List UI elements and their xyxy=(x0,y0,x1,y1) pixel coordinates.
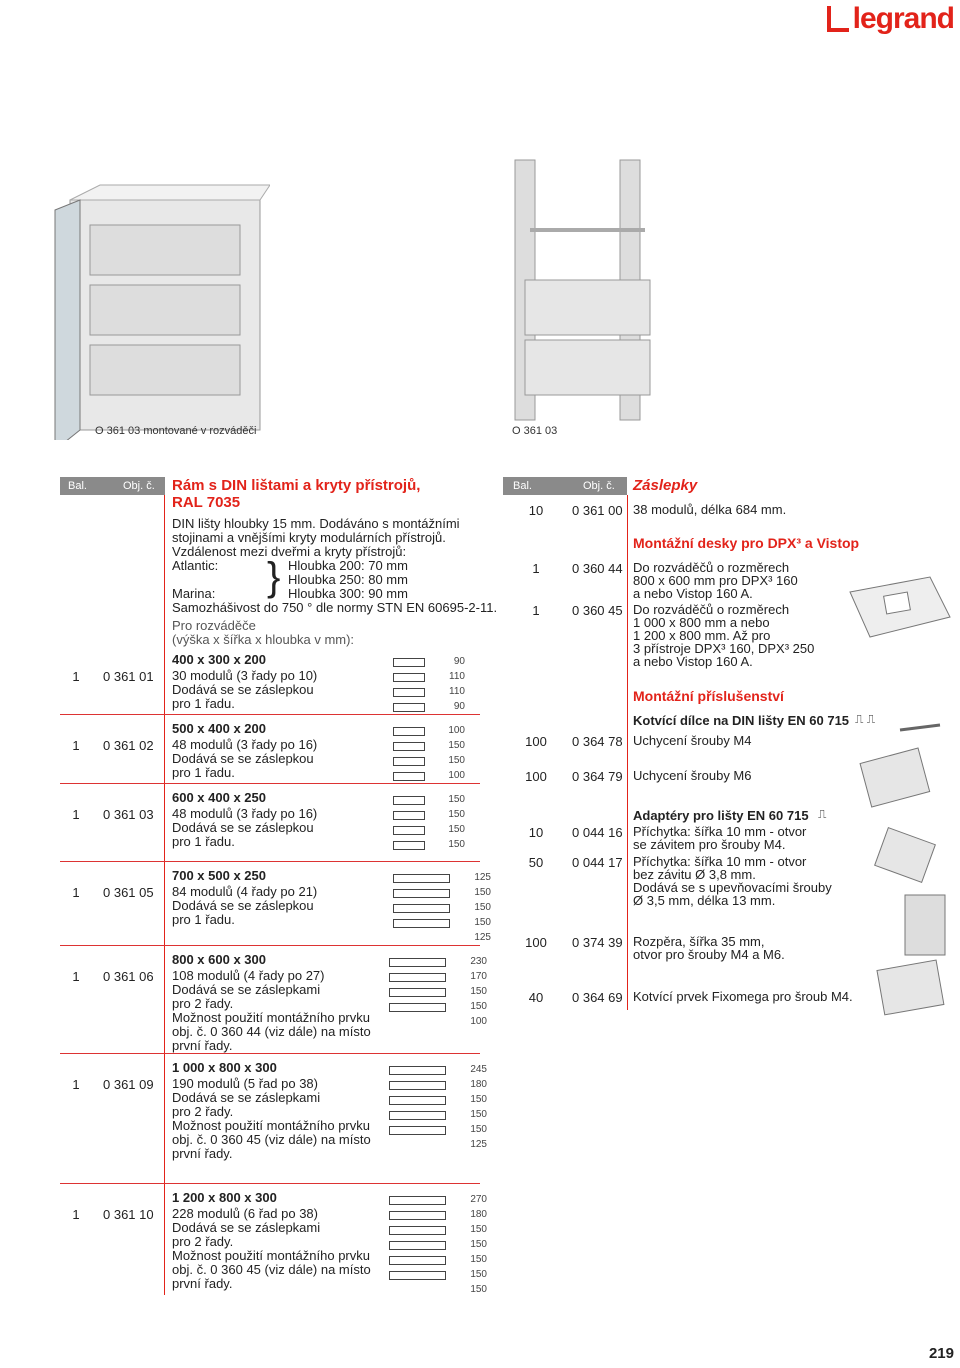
module-row-diagram xyxy=(393,796,425,805)
dimension-label: 110 xyxy=(449,671,465,682)
item-size: 700 x 500 x 250 xyxy=(172,868,266,883)
row-ref: 0 044 17 xyxy=(572,855,623,870)
right-photo-caption: O 361 03 xyxy=(512,425,558,437)
module-row-diagram xyxy=(389,1081,446,1090)
brace-icon: } xyxy=(267,555,281,599)
row-desc-line: Do rozváděčů o rozměrech xyxy=(633,560,790,575)
row-bal: 100 xyxy=(525,769,547,784)
module-row-diagram xyxy=(393,742,425,751)
dimension-label: 150 xyxy=(470,1284,487,1295)
item-desc-line: 30 modulů (3 řady po 10) xyxy=(172,668,318,683)
module-row-diagram xyxy=(393,673,425,682)
header-obj-right: Obj. č. xyxy=(583,480,615,492)
row-bal: 50 xyxy=(528,855,544,870)
module-row-diagram xyxy=(389,1226,446,1235)
cabinet-photo xyxy=(40,180,270,440)
intro-text: DIN lišty hloubky 15 mm. Dodáváno s montážními stojinami a vnějšími kryty modulárních přístrojů. Vzdálenost mezi dveřmi a kryty přístrojů: Atlantic: Marina: } Hloubka 200: 70 mm Hloubka 250: 80 mm Hloubka 300: 90 mm Samozhášivost do 750 ° dle normy STN EN 60695-2-11. Pro rozváděče (výška x šířka x hloubka v mm): xyxy=(172,516,498,647)
item-desc-line: Dodává se se záslepkou xyxy=(172,751,314,766)
row-desc-line: bez závitu Ø 3,8 mm. xyxy=(633,867,756,882)
dimension-label: 245 xyxy=(470,1064,487,1075)
dimension-label: 150 xyxy=(470,986,487,997)
item-desc-line: 228 modulů (6 řad po 38) xyxy=(172,1206,318,1221)
item-desc-line: Dodává se se záslepkami xyxy=(172,1090,321,1105)
dimension-label: 125 xyxy=(474,932,491,943)
legrand-mark-icon xyxy=(827,6,849,32)
dimension-label: 150 xyxy=(448,839,465,850)
right-header-bar xyxy=(503,477,627,495)
row-desc-line: a nebo Vistop 160 A. xyxy=(633,654,753,669)
dimension-label: 180 xyxy=(470,1079,487,1090)
dimension-label: 150 xyxy=(470,1094,487,1105)
item-desc-line: 84 modulů (4 řady po 21) xyxy=(172,884,318,899)
module-row-diagram xyxy=(393,757,425,766)
module-row-diagram xyxy=(393,772,425,781)
item-size: 500 x 400 x 200 xyxy=(172,721,266,736)
module-row-diagram xyxy=(393,658,425,667)
dimension-label: 150 xyxy=(448,794,465,805)
item-ref: 0 361 02 xyxy=(103,738,154,753)
module-row-diagram xyxy=(389,1211,446,1220)
adapter-parts-image xyxy=(850,825,950,1020)
item-separator xyxy=(60,783,480,784)
desky-title: Montážní desky pro DPX³ a Vistop xyxy=(633,535,860,551)
module-row-diagram xyxy=(389,1256,446,1265)
module-row-diagram xyxy=(389,988,446,997)
item-separator xyxy=(60,945,480,946)
module-row-diagram xyxy=(389,973,446,982)
module-row-diagram xyxy=(393,703,425,712)
dimension-label: 100 xyxy=(448,725,465,736)
item-ref: 0 361 05 xyxy=(103,885,154,900)
item-desc-line: 48 modulů (3 řady po 16) xyxy=(172,806,318,821)
row-desc-line: a nebo Vistop 160 A. xyxy=(633,586,753,601)
row-ref: 0 364 78 xyxy=(572,734,623,749)
module-row-diagram xyxy=(393,904,450,913)
item-separator xyxy=(60,861,480,862)
item-desc-line: první řady. xyxy=(172,1038,233,1053)
fixing-parts-image xyxy=(850,700,950,815)
dimension-label: 150 xyxy=(470,1239,487,1250)
row-bal: 100 xyxy=(525,935,547,950)
din-rail-symbol-icon-2: ⎍ xyxy=(818,807,827,821)
module-row-diagram xyxy=(393,874,450,883)
dimension-label: 150 xyxy=(474,917,491,928)
dimension-label: 180 xyxy=(470,1209,487,1220)
row-bal: 1 xyxy=(532,561,540,576)
dimension-label: 150 xyxy=(470,1124,487,1135)
right-section-title: Záslepky xyxy=(633,477,698,494)
dimension-label: 90 xyxy=(453,701,465,712)
zaslepky-bal: 10 xyxy=(528,503,544,518)
item-desc-line: první řady. xyxy=(172,1146,233,1161)
dimension-label: 110 xyxy=(449,686,465,697)
brand-name: legrand xyxy=(852,2,954,35)
item-desc-line: 48 modulů (3 řady po 16) xyxy=(172,737,318,752)
dimension-label: 150 xyxy=(470,1254,487,1265)
page-number: 219 xyxy=(928,1345,954,1362)
item-size: 1 000 x 800 x 300 xyxy=(172,1060,277,1075)
row-desc-line: Do rozváděčů o rozměrech xyxy=(633,602,790,617)
item-desc-line: Dodává se se záslepkou xyxy=(172,820,314,835)
row-desc-line: Rozpěra, šířka 35 mm, xyxy=(633,934,765,949)
dimension-label: 125 xyxy=(470,1139,487,1150)
item-desc-line: Dodává se se záslepkami xyxy=(172,982,321,997)
left-column-divider xyxy=(164,495,165,1295)
dimension-label: 150 xyxy=(470,1001,487,1012)
item-desc-line: 190 modulů (5 řad po 38) xyxy=(172,1076,318,1091)
row-ref: 0 360 45 xyxy=(572,603,623,618)
dimension-label: 150 xyxy=(448,755,465,766)
module-row-diagram xyxy=(389,1003,446,1012)
item-ref: 0 361 09 xyxy=(103,1077,154,1092)
item-desc-line: Dodává se se záslepkami xyxy=(172,1220,321,1235)
module-row-diagram xyxy=(393,889,450,898)
row-desc: Uchycení šrouby M6 xyxy=(633,768,752,783)
item-desc-line: pro 1 řadu. xyxy=(172,912,235,927)
prislusenstvi-title: Montážní příslušenství xyxy=(633,688,784,704)
dimension-label: 100 xyxy=(470,1016,487,1027)
left-header-bar xyxy=(60,477,165,495)
item-ref: 0 361 06 xyxy=(103,969,154,984)
item-desc-line: Možnost použití montážního prvku xyxy=(172,1010,370,1025)
row-desc-line: 800 x 600 mm pro DPX³ 160 xyxy=(633,573,798,588)
dimension-label: 230 xyxy=(470,956,487,967)
row-ref: 0 044 16 xyxy=(572,825,623,840)
row-ref: 0 364 69 xyxy=(572,990,623,1005)
module-row-diagram xyxy=(393,841,425,850)
row-bal: 100 xyxy=(525,734,547,749)
din-rail-symbol-icon: ⎍ ⎍ xyxy=(855,712,876,726)
module-row-diagram xyxy=(389,1096,446,1105)
item-desc-line: první řady. xyxy=(172,1276,233,1291)
row-ref: 0 374 39 xyxy=(572,935,623,950)
dimension-label: 90 xyxy=(453,656,465,667)
module-row-diagram xyxy=(393,919,450,928)
item-separator xyxy=(60,1183,480,1184)
item-desc-line: pro 2 řady. xyxy=(172,996,234,1011)
item-size: 400 x 300 x 200 xyxy=(172,652,266,667)
item-desc-line: 108 modulů (4 řady po 27) xyxy=(172,968,325,983)
module-row-diagram xyxy=(393,688,425,697)
item-bal: 1 xyxy=(72,885,80,900)
right-column-divider xyxy=(627,495,628,1010)
row-desc-line: Kotvící prvek Fixomega pro šroub M4. xyxy=(633,989,853,1004)
item-desc-line: pro 1 řadu. xyxy=(172,765,235,780)
row-desc: Uchycení šrouby M4 xyxy=(633,733,752,748)
module-row-diagram xyxy=(389,1271,446,1280)
dimension-label: 150 xyxy=(448,824,465,835)
row-bal: 1 xyxy=(532,603,540,618)
dimension-label: 270 xyxy=(470,1194,487,1205)
item-ref: 0 361 03 xyxy=(103,807,154,822)
row-ref: 0 364 79 xyxy=(572,769,623,784)
item-size: 600 x 400 x 250 xyxy=(172,790,266,805)
item-separator xyxy=(60,714,480,715)
item-bal: 1 xyxy=(72,807,80,822)
item-desc-line: obj. č. 0 360 45 (viz dále) na místo xyxy=(172,1132,371,1147)
item-desc-line: Dodává se se záslepkou xyxy=(172,682,314,697)
item-desc-line: Dodává se se záslepkou xyxy=(172,898,314,913)
header-bal-right: Bal. xyxy=(513,480,532,492)
row-desc-line: se závitem pro šrouby M4. xyxy=(633,837,786,852)
dimension-label: 150 xyxy=(474,902,491,913)
row-bal: 10 xyxy=(528,825,544,840)
mounting-plate-image xyxy=(845,572,955,642)
dimension-label: 150 xyxy=(474,887,491,898)
module-row-diagram xyxy=(389,1196,446,1205)
adaptery-title: Adaptéry pro lišty EN 60 715 xyxy=(633,808,809,823)
header-obj: Obj. č. xyxy=(123,480,155,492)
dimension-label: 150 xyxy=(470,1224,487,1235)
module-row-diagram xyxy=(389,1241,446,1250)
row-bal: 40 xyxy=(528,990,544,1005)
brand-logo xyxy=(827,2,954,36)
dimension-label: 100 xyxy=(448,770,465,781)
dimension-label: 125 xyxy=(474,872,491,883)
row-desc-line: 1 200 x 800 mm. Až pro xyxy=(633,628,771,643)
item-desc-line: obj. č. 0 360 44 (viz dále) na místo xyxy=(172,1024,371,1039)
item-bal: 1 xyxy=(72,1207,80,1222)
item-bal: 1 xyxy=(72,738,80,753)
row-desc-line: Ø 3,5 mm, délka 13 mm. xyxy=(633,893,776,908)
item-ref: 0 361 01 xyxy=(103,669,154,684)
module-row-diagram xyxy=(389,1126,446,1135)
item-size: 1 200 x 800 x 300 xyxy=(172,1190,277,1205)
item-desc-line: Možnost použití montážního prvku xyxy=(172,1248,370,1263)
item-bal: 1 xyxy=(72,1077,80,1092)
item-desc-line: Možnost použití montážního prvku xyxy=(172,1118,370,1133)
zaslepky-ref: 0 361 00 xyxy=(572,503,623,518)
dimension-label: 150 xyxy=(448,809,465,820)
row-desc-line: otvor pro šrouby M4 a M6. xyxy=(633,947,785,962)
dimension-label: 150 xyxy=(470,1269,487,1280)
dimension-label: 150 xyxy=(470,1109,487,1120)
item-separator xyxy=(60,1053,480,1054)
row-desc-line: 3 přístroje DPX³ 160, DPX³ 250 xyxy=(633,641,815,656)
module-row-diagram xyxy=(389,1111,446,1120)
module-row-diagram xyxy=(393,826,425,835)
row-desc-line: Dodává se s upevňovacími šrouby xyxy=(633,880,832,895)
item-desc-line: pro 2 řady. xyxy=(172,1104,234,1119)
item-ref: 0 361 10 xyxy=(103,1207,154,1222)
item-bal: 1 xyxy=(72,669,80,684)
item-desc-line: pro 2 řady. xyxy=(172,1234,234,1249)
frame-photo xyxy=(505,150,665,425)
module-row-diagram xyxy=(393,811,425,820)
dimension-label: 150 xyxy=(448,740,465,751)
module-row-diagram xyxy=(389,958,446,967)
module-row-diagram xyxy=(393,727,425,736)
item-desc-line: obj. č. 0 360 45 (viz dále) na místo xyxy=(172,1262,371,1277)
item-desc-line: pro 1 řadu. xyxy=(172,834,235,849)
item-size: 800 x 600 x 300 xyxy=(172,952,266,967)
row-desc-line: 1 000 x 800 mm a nebo xyxy=(633,615,770,630)
item-desc-line: pro 1 řadu. xyxy=(172,696,235,711)
left-section-title: Rám s DIN lištami a kryty přístrojů, RAL 7035 xyxy=(172,477,421,511)
row-ref: 0 360 44 xyxy=(572,561,623,576)
dimension-label: 170 xyxy=(470,971,487,982)
row-desc-line: Příchytka: šířka 10 mm - otvor xyxy=(633,824,807,839)
header-bal: Bal. xyxy=(68,480,87,492)
item-bal: 1 xyxy=(72,969,80,984)
zaslepky-text: 38 modulů, délka 684 mm. xyxy=(633,502,787,517)
left-photo-caption: O 361 03 montované v rozváděči xyxy=(95,425,257,437)
module-row-diagram xyxy=(389,1066,446,1075)
kotvici-title: Kotvící dílce na DIN lišty EN 60 715 xyxy=(633,713,850,728)
row-desc-line: Příchytka: šířka 10 mm - otvor xyxy=(633,854,807,869)
